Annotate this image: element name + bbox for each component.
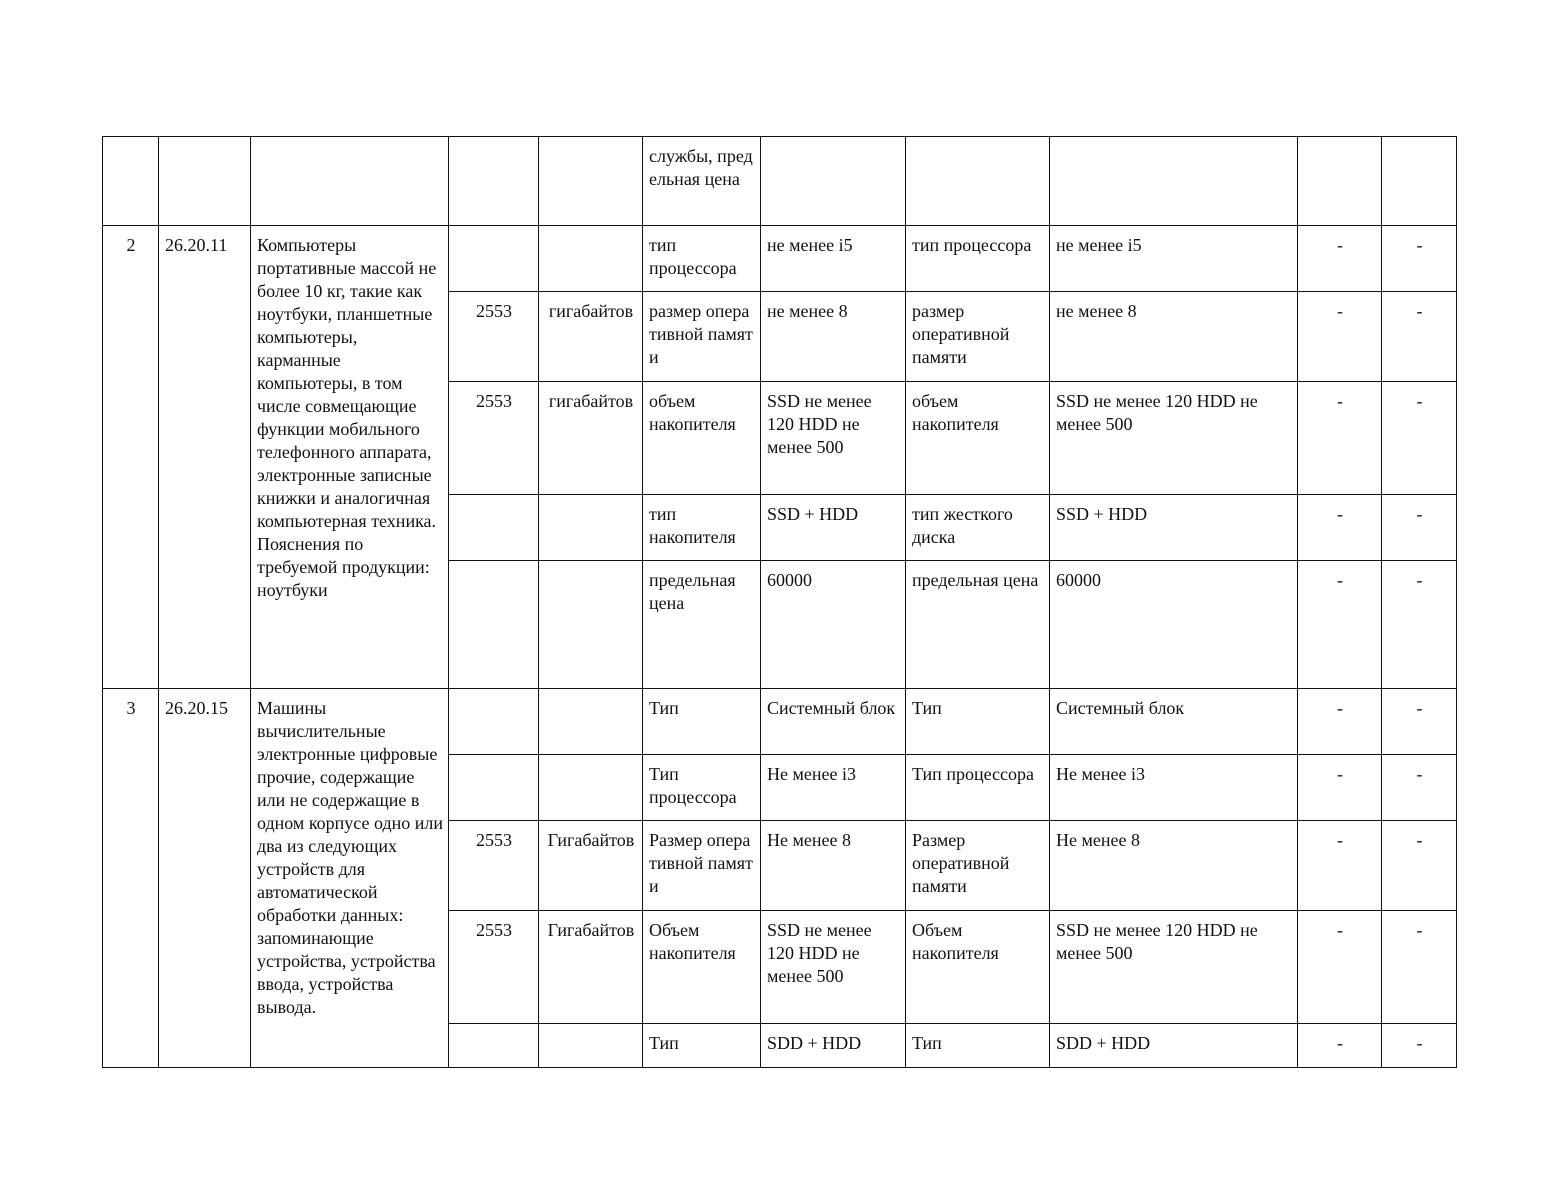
- cell-characteristic-2: размер оперативной памяти: [906, 292, 1050, 382]
- cell-characteristic-2: тип процессора: [906, 226, 1050, 292]
- cell-value: SSD не менее 120 HDD не менее 500: [761, 911, 906, 1024]
- product-name: Машины вычислительные электронные цифровые прочие, содержащие или не содержащие в одном корпусе одно или два из следующих устройств для автоматической обработки данных: запоминающие устройства, устройства ввода, устройства вывода.: [251, 689, 449, 1068]
- cell-unit: гигабайтов: [539, 382, 643, 495]
- cell-rationale: -: [1382, 292, 1457, 382]
- cell-deviation: -: [1298, 689, 1382, 755]
- cell-unit: [539, 1024, 643, 1068]
- cell-value-2: 60000: [1050, 561, 1298, 689]
- cell-unit-code: 2553: [449, 911, 539, 1024]
- cell-rationale: -: [1382, 561, 1457, 689]
- cell-characteristic: тип процессора: [643, 226, 761, 292]
- cell-unit-code: [449, 561, 539, 689]
- cell-unit: [539, 137, 643, 226]
- cell-characteristic-2: тип жесткого диска: [906, 495, 1050, 561]
- cell-unit-code: 2553: [449, 292, 539, 382]
- cell-unit-code: [449, 226, 539, 292]
- cell-unit: [539, 495, 643, 561]
- cell-characteristic: предельная цена: [643, 561, 761, 689]
- cell-value: не менее i5: [761, 226, 906, 292]
- cell-rationale: -: [1382, 382, 1457, 495]
- cell-deviation: -: [1298, 226, 1382, 292]
- cell-unit: [539, 755, 643, 821]
- cell-value-2: SSD + HDD: [1050, 495, 1298, 561]
- cell-characteristic: размер оперативной памяти: [643, 292, 761, 382]
- cell-unit-code: [449, 495, 539, 561]
- cell-value: SSD не менее 120 HDD не менее 500: [761, 382, 906, 495]
- cell-name: [251, 137, 449, 226]
- cell-deviation: [1298, 137, 1382, 226]
- cell-value: 60000: [761, 561, 906, 689]
- cell-characteristic: службы, предельная цена: [643, 137, 761, 226]
- cell-value-2: SSD не менее 120 HDD не менее 500: [1050, 911, 1298, 1024]
- table-row: [103, 137, 1457, 226]
- cell-value: не менее 8: [761, 292, 906, 382]
- cell-rationale: [1382, 137, 1457, 226]
- cell-unit-code: [449, 755, 539, 821]
- cell-deviation: -: [1298, 821, 1382, 911]
- cell-unit: [539, 689, 643, 755]
- cell-value: Не менее i3: [761, 755, 906, 821]
- cell-deviation: -: [1298, 561, 1382, 689]
- cell-value: SDD + HDD: [761, 1024, 906, 1068]
- cell-value-2: Не менее 8: [1050, 821, 1298, 911]
- cell-code: [159, 137, 251, 226]
- cell-characteristic-2: Объем накопителя: [906, 911, 1050, 1024]
- cell-unit: Гигабайтов: [539, 821, 643, 911]
- cell-characteristic: тип накопителя: [643, 495, 761, 561]
- cell-characteristic-2: Тип: [906, 1024, 1050, 1068]
- cell-unit: [539, 561, 643, 689]
- cell-characteristic-2: Тип процессора: [906, 755, 1050, 821]
- cell-characteristic: Тип процессора: [643, 755, 761, 821]
- cell-value-2: [1050, 137, 1298, 226]
- table-row: [103, 689, 1457, 755]
- cell-unit-code: [449, 1024, 539, 1068]
- cell-value: SSD + HDD: [761, 495, 906, 561]
- okpd-code: 26.20.15: [159, 689, 251, 1068]
- cell-characteristic-2: Размер оперативной памяти: [906, 821, 1050, 911]
- cell-value: [761, 137, 906, 226]
- cell-rationale: -: [1382, 495, 1457, 561]
- cell-deviation: -: [1298, 911, 1382, 1024]
- cell-deviation: -: [1298, 292, 1382, 382]
- cell-characteristic: Объем накопителя: [643, 911, 761, 1024]
- cell-unit-code: 2553: [449, 382, 539, 495]
- cell-unit: [539, 226, 643, 292]
- cell-value-2: SDD + HDD: [1050, 1024, 1298, 1068]
- cell-characteristic: Тип: [643, 689, 761, 755]
- cell-rationale: -: [1382, 689, 1457, 755]
- cell-deviation: -: [1298, 1024, 1382, 1068]
- cell-rationale: -: [1382, 821, 1457, 911]
- cell-rationale: -: [1382, 755, 1457, 821]
- cell-value-2: не менее 8: [1050, 292, 1298, 382]
- item-number: 3: [103, 689, 159, 1068]
- cell-deviation: -: [1298, 382, 1382, 495]
- cell-value-2: Не менее i3: [1050, 755, 1298, 821]
- cell-deviation: -: [1298, 755, 1382, 821]
- cell-rationale: -: [1382, 1024, 1457, 1068]
- product-name: Компьютеры портативные массой не более 10 кг, такие как ноутбуки, планшетные компьютеры, карманные компьютеры, в том числе совмещающие функции мобильного телефонного аппарата, электронные записные книжки и аналогичная компьютерная техника. Пояснения по требуемой продукции: ноутбуки: [251, 226, 449, 689]
- cell-characteristic-2: Тип: [906, 689, 1050, 755]
- cell-rationale: -: [1382, 226, 1457, 292]
- cell-characteristic-2: объем накопителя: [906, 382, 1050, 495]
- cell-unit-code: 2553: [449, 821, 539, 911]
- table-row: [103, 226, 1457, 292]
- cell-unit-code: [449, 689, 539, 755]
- characteristics-table: [102, 136, 1457, 1068]
- cell-characteristic: Тип: [643, 1024, 761, 1068]
- cell-rationale: -: [1382, 911, 1457, 1024]
- cell-unit-code: [449, 137, 539, 226]
- cell-value: Системный блок: [761, 689, 906, 755]
- cell-value-2: не менее i5: [1050, 226, 1298, 292]
- cell-characteristic-2: предельная цена: [906, 561, 1050, 689]
- cell-value: Не менее 8: [761, 821, 906, 911]
- cell-characteristic: объем накопителя: [643, 382, 761, 495]
- cell-deviation: -: [1298, 495, 1382, 561]
- cell-unit: гигабайтов: [539, 292, 643, 382]
- cell-value-2: SSD не менее 120 HDD не менее 500: [1050, 382, 1298, 495]
- cell-characteristic-2: [906, 137, 1050, 226]
- cell-num: [103, 137, 159, 226]
- cell-characteristic: Размер оперативной памяти: [643, 821, 761, 911]
- okpd-code: 26.20.11: [159, 226, 251, 689]
- item-number: 2: [103, 226, 159, 689]
- cell-value-2: Системный блок: [1050, 689, 1298, 755]
- cell-unit: Гигабайтов: [539, 911, 643, 1024]
